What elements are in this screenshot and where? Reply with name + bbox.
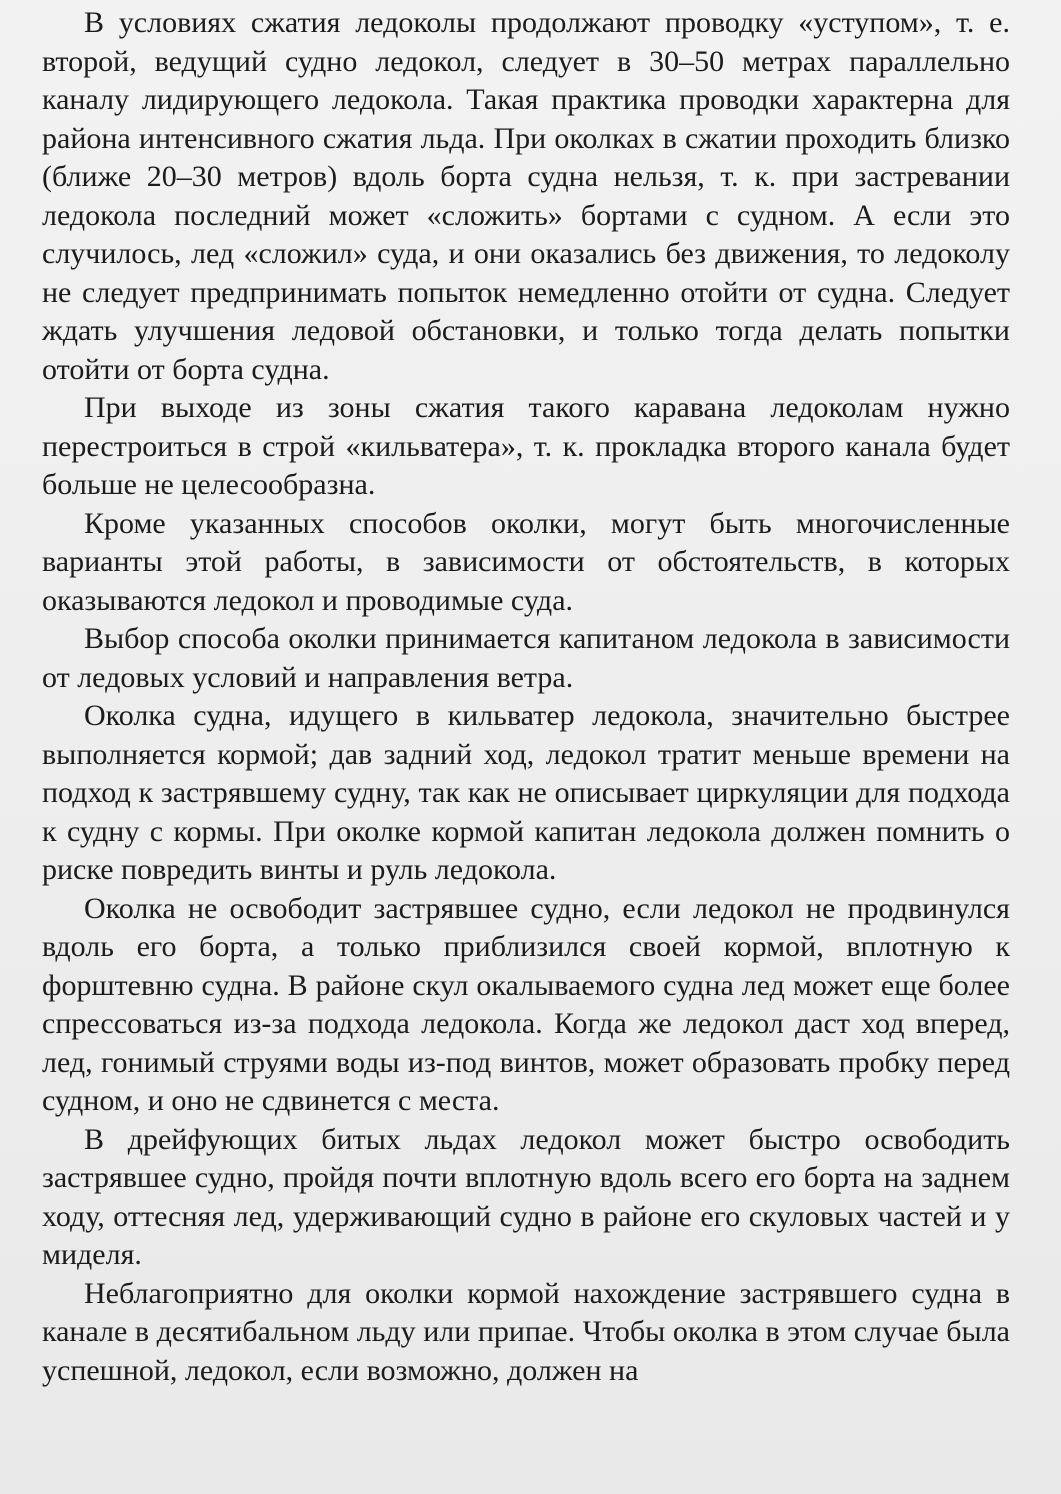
paragraph-2: При выходе из зоны сжатия такого каравана ледоколам нужно перестроиться в строй «кильватера», т. к. прокладка второго канала будет больше не целесообразна. [42, 391, 1010, 501]
paragraph-5: Околка судна, идущего в кильватер ледокола, значительно быстрее выполняется кормой; дав задний ход, ледокол тратит меньше времени на подход к застрявшему судну, так как не описывает циркуляции для подхода к судну с кормы. При околке кормой капитан ледокола должен помнить о риске повредить винты и руль ледокола. [42, 699, 1010, 886]
paragraph-7: В дрейфующих битых льдах ледокол может быстро освободить застрявшее судно, пройдя почти вплотную вдоль всего его борта на заднем ходу, оттесняя лед, удерживающий судно в районе его скуловых частей и у миделя. [42, 1122, 1010, 1271]
paragraph-6: Околка не освободит застрявшее судно, если ледокол не продвинулся вдоль его борта, а только приблизился своей кормой, вплотную к форштевню судна. В районе скул окалываемого судна лед может еще более спрессоваться из-за подхода ледокола. Когда же ледокол даст ход вперед, лед, гонимый струями воды из-под винтов, может образовать пробку перед судном, и оно не сдвинется с места. [42, 891, 1010, 1117]
page-body-text [42, 4, 1010, 1390]
paragraph-4: Выбор способа околки принимается капитаном ледокола в зависимости от ледовых условий и направления ветра. [42, 622, 1010, 694]
paragraph-1: В условиях сжатия ледоколы продолжают проводку «уступом», т. е. второй, ведущий судно ледокол, следует в 30–50 метрах параллельно каналу лидирующего ледокола. Такая практика проводки характерна для района интенсивного сжатия льда. При околках в сжатии проходить близко (ближе 20–30 метров) вдоль борта судна нельзя, т. к. при застревании ледокола последний может «сложить» бортами с судном. А если это случилось, лед «сложил» суда, и они оказались без движения, то ледоколу не следует предпринимать попыток немедленно отойти от судна. Следует ждать улучшения ледовой обстановки, и только тогда делать попытки отойти от борта судна. [42, 6, 1010, 386]
paragraph-8: Неблагоприятно для околки кормой нахождение застрявшего судна в канале в десятибальном льду или припае. Чтобы околка в этом случае была успешной, ледокол, если возможно, должен на [42, 1276, 1010, 1387]
paragraph-3: Кроме указанных способов околки, могут быть многочисленные варианты этой работы, в зависимости от обстоятельств, в которых оказываются ледокол и проводимые суда. [42, 506, 1010, 617]
